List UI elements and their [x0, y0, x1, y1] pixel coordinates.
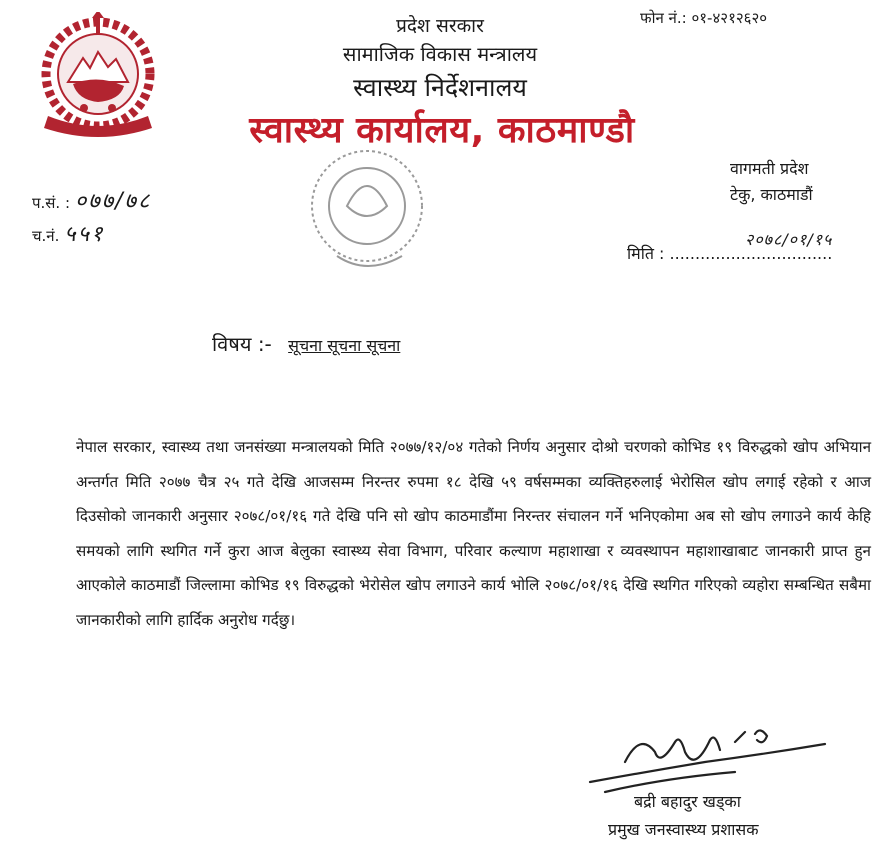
cn-value: ५५१: [64, 222, 105, 247]
province-name: वागमती प्रदेश: [730, 159, 809, 178]
office-address: टेकु, काठमाडौं: [730, 185, 813, 204]
ps-label: प.सं. :: [32, 194, 71, 212]
notice-body: नेपाल सरकार, स्वास्थ्य तथा जनसंख्या मन्त्रालयको मिति २०७७/१२/०४ गतेको निर्णय अनुसार दोश्रो चरणको कोभिड १९ विरुद्धको खोप अभियान अन्तर्गत मिति २०७७ चैत्र २५ गते देखि आजसम्म निरन्तर रुपमा १८ देखि ५९ वर्षसम्मका व्यक्तिहरुलाई भेरोसिल खोप लगाई रहेको र आज दिउसोको जानकारी अनुसार २०७८/०१/१६ गते देखि पनि सो खोप काठमाडौंमा निरन्तर संचालन गर्ने भनिएकोमा अब सो खोप लगाउने कार्य केहि समयको लागि स्थगित गर्ने कुरा आज बेलुका स्वास्थ्य सेवा विभाग, परिवार कल्याण महाशाखा र व्यवस्थापन महाशाखाबाट जानकारी प्राप्त हुन आएकोले काठमाडौं जिल्लामा कोभिड १९ विरुद्धको भेरोसेल खोप लगाउने कार्य भोलि २०७८/०१/१६ देखि स्थगित गरिएको व्यहोरा सम्बन्धित सबैमा जानकारीको लागि हार्दिक अनुरोध गर्दछु।: [76, 438, 871, 629]
date-value: २०७८/०१/१५: [745, 230, 833, 249]
phone-number: फोन नं.: ०१-४२१२६२०: [640, 9, 768, 27]
ps-value: ०७७/७८: [74, 189, 152, 214]
reference-ps: [32, 185, 151, 215]
date-label: मिति :: [627, 244, 665, 263]
office-round-stamp: [292, 146, 442, 286]
header-office-title: स्वास्थ्य कार्यालय, काठमाण्डौ: [249, 110, 635, 151]
date-line: [627, 242, 832, 264]
header-ministry-line: सामाजिक विकास मन्त्रालय: [342, 42, 538, 66]
cn-label: च.नं.: [32, 227, 60, 245]
header-government-line: प्रदेश सरकार: [396, 15, 484, 37]
subject-value: सूचना सूचना सूचना: [288, 336, 401, 355]
date-dots: ................................: [669, 244, 833, 263]
signatory-title: प्रमुख जनस्वास्थ्य प्रशासक: [608, 820, 759, 839]
subject-line: [212, 330, 400, 357]
header-directorate-line: स्वास्थ्य निर्देशनालय: [353, 73, 527, 102]
signatory-name: बद्री बहादुर खड्का: [634, 792, 741, 811]
subject-label: विषय :-: [212, 332, 272, 356]
reference-cn: [32, 218, 105, 248]
